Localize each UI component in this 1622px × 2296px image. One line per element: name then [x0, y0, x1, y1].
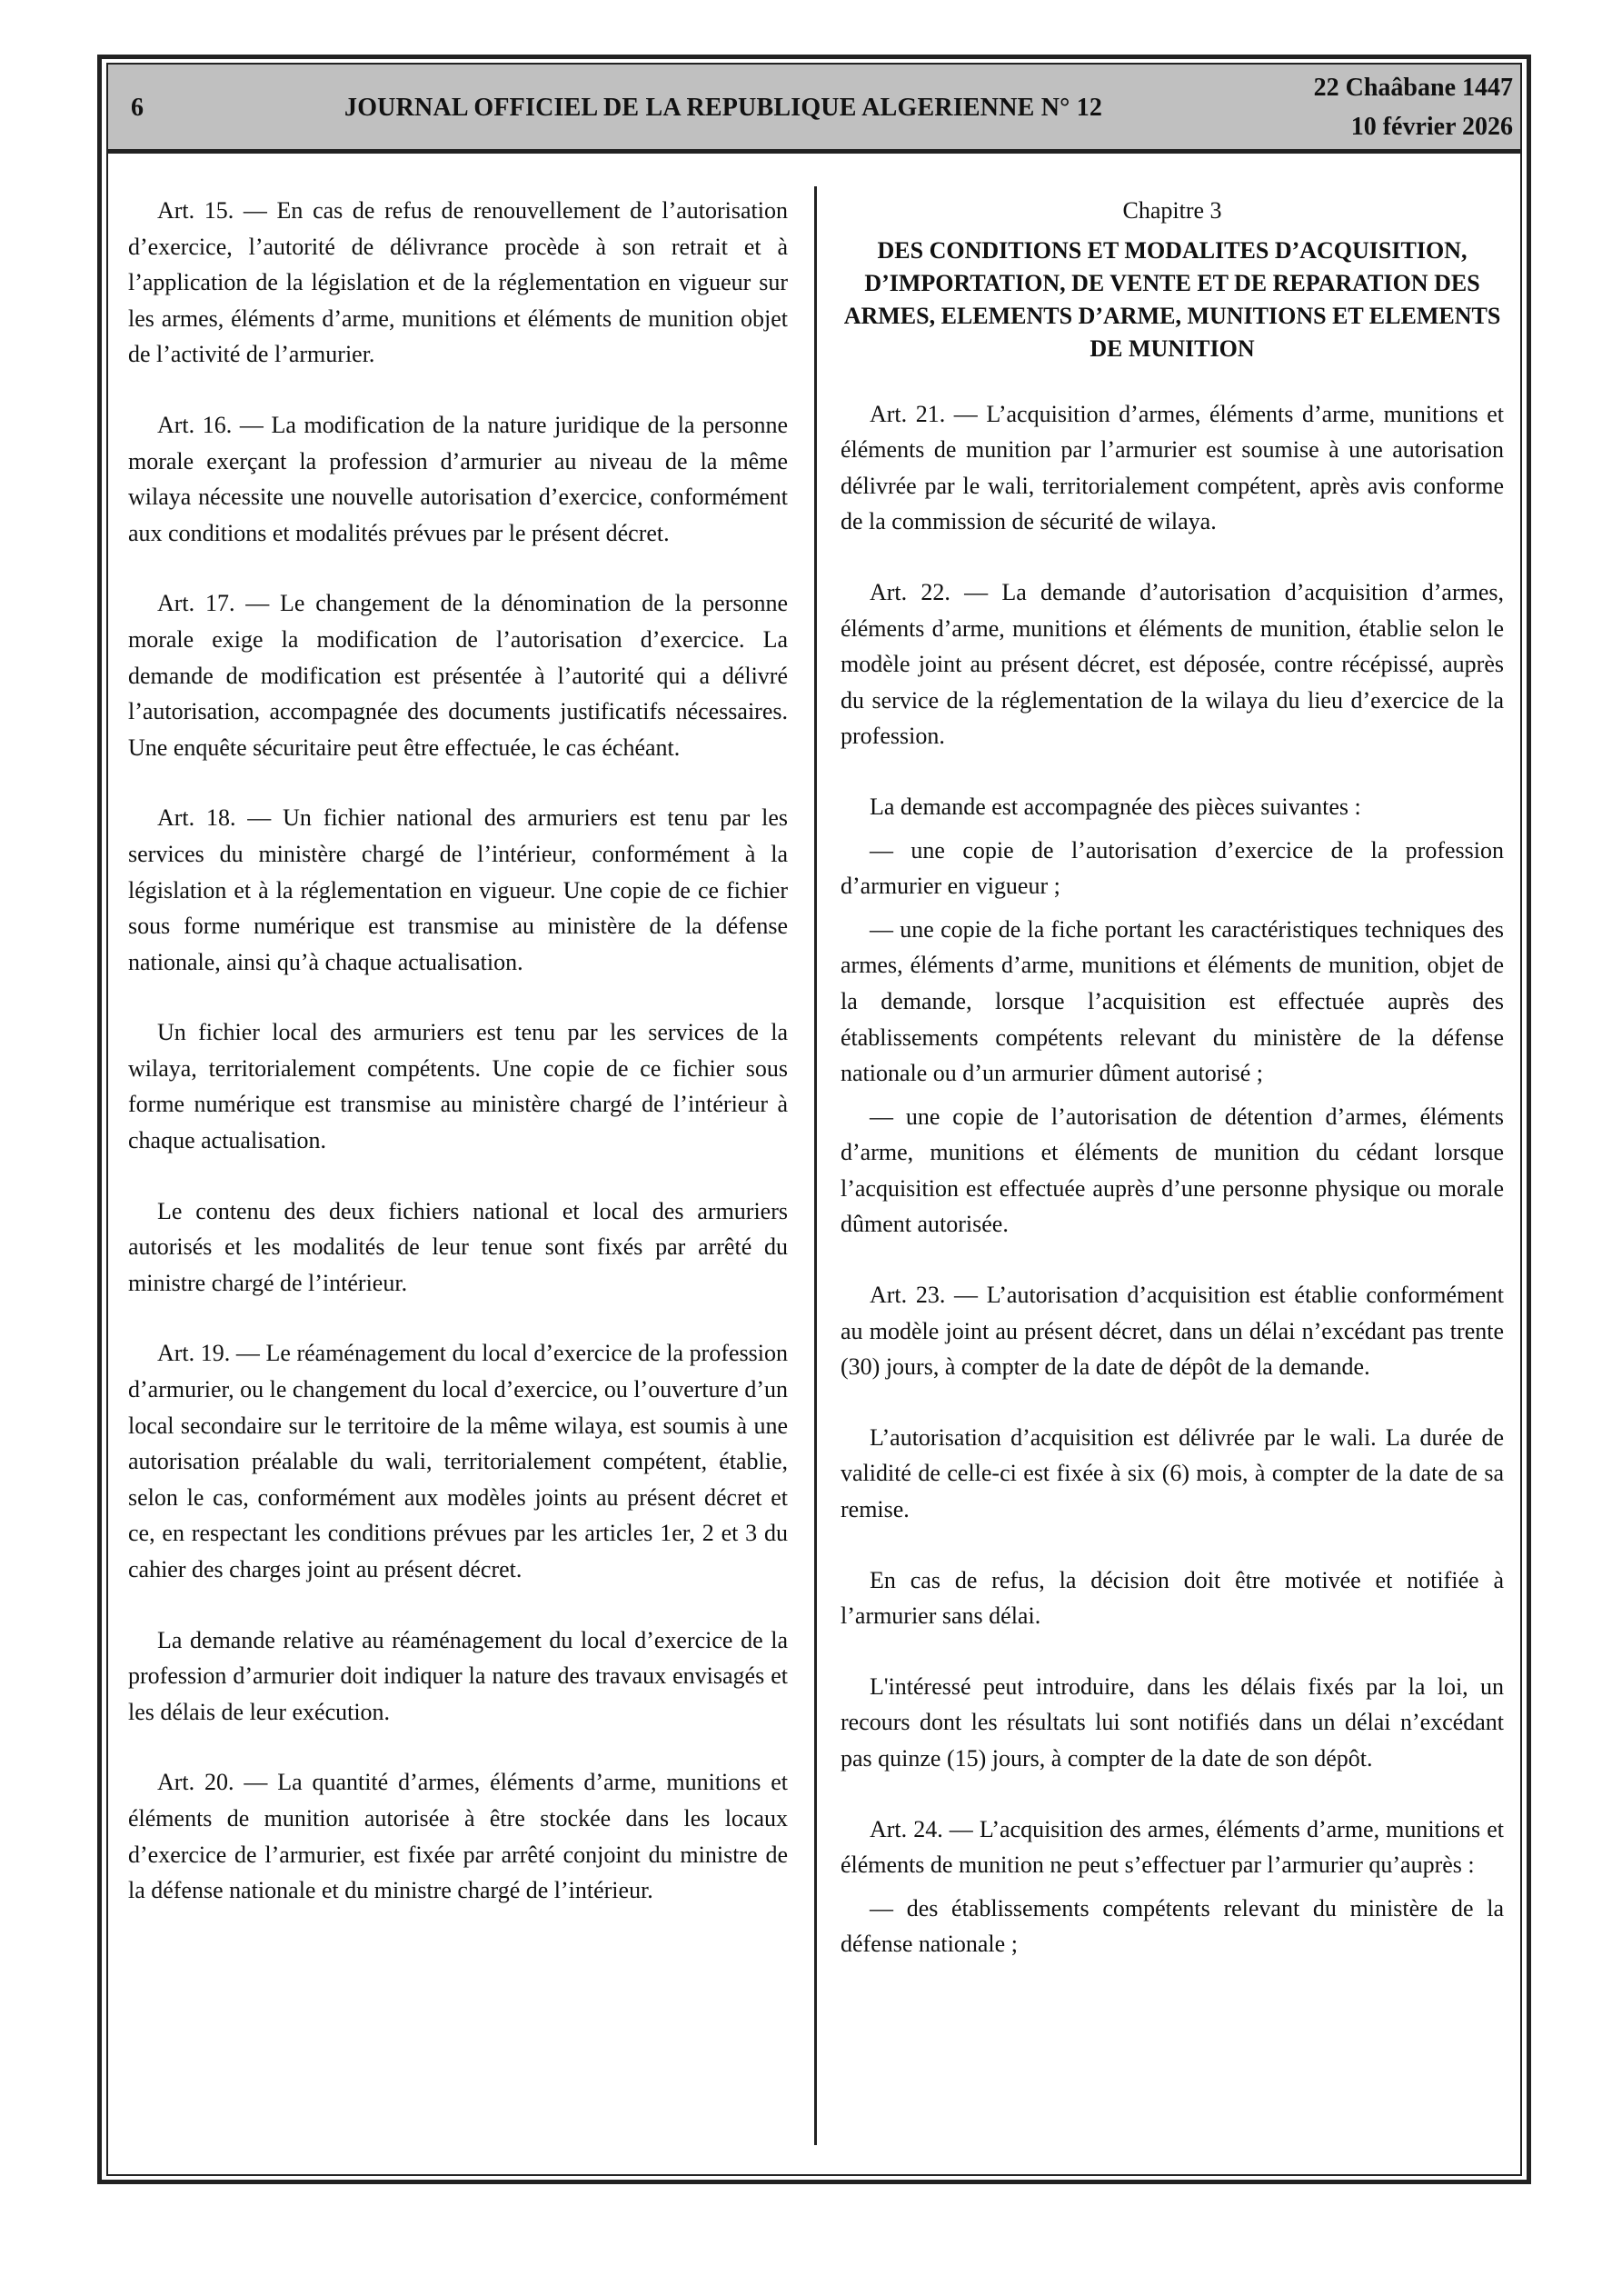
paragraph: Art. 18. — Un fichier national des armuriers est tenu par les services du ministère chargé de l’intérieur, conformément à la législation et à la réglementation en vigueur. Une copie de ce fichier sous forme numérique est transmise au ministère de la défense nationale, ainsi qu’à chaque actualisation.	[128, 804, 788, 975]
paragraph: Art. 23. — L’autorisation d’acquisition est établie conformément au modèle joint au présent décret, dans un délai n’excédant pas trente (30) jours, à compter de la date de dépôt de la demande.	[841, 1282, 1504, 1381]
paragraph: La demande est accompagnée des pièces suivantes :	[870, 793, 1361, 820]
date-gregorian: 10 février 2026	[1350, 113, 1513, 141]
paragraph: En cas de refus, la décision doit être motivée et notifiée à l’armurier sans délai.	[841, 1566, 1504, 1630]
paragraph: L’autorisation d’acquisition est délivrée par le wali. La durée de validité de celle-ci est fixée à six (6) mois, à compter de la date de sa remise.	[841, 1423, 1504, 1523]
page-number: 6	[131, 94, 144, 122]
journal-header	[108, 65, 1520, 154]
list-item: — une copie de l’autorisation d’exercice de la profession d’armurier en vigueur ;	[841, 836, 1504, 900]
paragraph: Art. 24. — L’acquisition des armes, éléments d’arme, munitions et éléments de munition ne peut s’effectuer par l’armurier qu’auprès :	[841, 1815, 1504, 1879]
paragraph: Art. 16. — La modification de la nature juridique de la personne morale exerçant la profession d’armurier au niveau de la même wilaya nécessite une nouvelle autorisation d’exercice, conformément aux conditions et modalités prévues par le présent décret.	[128, 411, 788, 546]
paragraph: Art. 21. — L’acquisition d’armes, éléments d’arme, munitions et éléments de munition par l’armurier est soumise à une autorisation délivrée par le wali, territorialement compétent, après avis conforme de la commission de sécurité de wilaya.	[841, 400, 1504, 535]
paragraph: — une copie de l’autorisation de détention d’armes, éléments d’arme, munitions et éléments de munition du cédant lorsque l’acquisition est effectuée auprès d’une personne physique ou morale dûment autorisée.	[841, 1103, 1504, 1238]
paragraph: Art. 15. — En cas de refus de renouvellement de l’autorisation d’exercice, l’autorité de délivrance procède à son retrait et à l’application de la législation et de la réglementation en vigueur sur les armes, éléments d’arme, munitions et éléments de munition objet de l’activité de l’armurier.	[128, 197, 788, 368]
paragraph: La demande relative au réaménagement du local d’exercice de la profession d’armurier doit indiquer la nature des travaux envisagés et les délais de leur exécution.	[128, 1626, 788, 1725]
date-hijri: 22 Chaâbane 1447	[1313, 74, 1513, 102]
left-column	[128, 193, 788, 1943]
paragraph: Le contenu des deux fichiers national et local des armuriers autorisés et les modalités de leur tenue sont fixés par arrêté du ministre chargé de l’intérieur.	[128, 1197, 788, 1296]
issue-date	[1314, 68, 1513, 146]
paragraph: Art. 20. — La quantité d’armes, éléments d’arme, munitions et éléments de munition autorisée à être stockée dans les locaux d’exercice de l’armurier, est fixée par arrêté conjoint du ministre de la défense nationale et du ministre chargé de l’intérieur.	[128, 1769, 788, 1904]
paragraph: L'intéressé peut introduire, dans les délais fixés par la loi, un recours dont les résultats lui sont notifiés dans un délai n’excédant pas quinze (15) jours, à compter de la date de son dépôt.	[841, 1672, 1504, 1772]
right-column	[841, 193, 1504, 1970]
chapter-title: DES CONDITIONS ET MODALITES D’ACQUISITION, D’IMPORTATION, DE VENTE ET DE REPARATION DES ARMES, ELEMENTS D’ARME, MUNITIONS ET ELEMENTS DE MUNITION	[843, 236, 1501, 362]
list-item: — des établissements compétents relevant du ministère de la défense nationale ;	[841, 1894, 1504, 1958]
chapter-label: Chapitre 3	[1122, 197, 1222, 224]
paragraph: Art. 22. — La demande d’autorisation d’acquisition d’armes, éléments d’arme, munitions et éléments de munition, établie selon le modèle joint au présent décret, est déposée, contre récépissé, auprès du service de la réglementation de la wilaya du lieu d’exercice de la profession.	[841, 578, 1504, 750]
paragraph: Art. 19. — Le réaménagement du local d’exercice de la profession d’armurier, ou le changement du local d’exercice, ou l’ouverture d’un local secondaire sur le territoire de la même wilaya, est soumis à une autorisation préalable du wali, territorialement compétent, établie, selon le cas, conformément aux modèles joints au présent décret et ce, en respectant les conditions prévues par les articles 1er, 2 et 3 du cahier des charges joint au présent décret.	[128, 1340, 788, 1582]
column-divider	[814, 186, 817, 2145]
journal-title: JOURNAL OFFICIEL DE LA REPUBLIQUE ALGERIENNE N° 12	[344, 94, 1103, 122]
paragraph: Art. 17. — Le changement de la dénomination de la personne morale exige la modification de l’autorisation d’exercice. La demande de modification est présentée à l’autorité qui a délivré l’autorisation, accompagnée des documents justificatifs nécessaires. Une enquête sécuritaire peut être effectuée, le cas échéant.	[128, 590, 788, 761]
list-item: — une copie de la fiche portant les caractéristiques techniques des armes, éléments d’arme, munitions et éléments de munition, objet de la demande, lorsque l’acquisition est effectuée auprès des établissements compétents relevant du ministère de la défense nationale ou d’un armurier dûment autorisé ;	[841, 915, 1504, 1087]
paragraph: Un fichier local des armuriers est tenu par les services de la wilaya, territorialement compétents. Une copie de ce fichier sous forme numérique est transmise au ministère chargé de l’intérieur à chaque actualisation.	[128, 1019, 788, 1154]
